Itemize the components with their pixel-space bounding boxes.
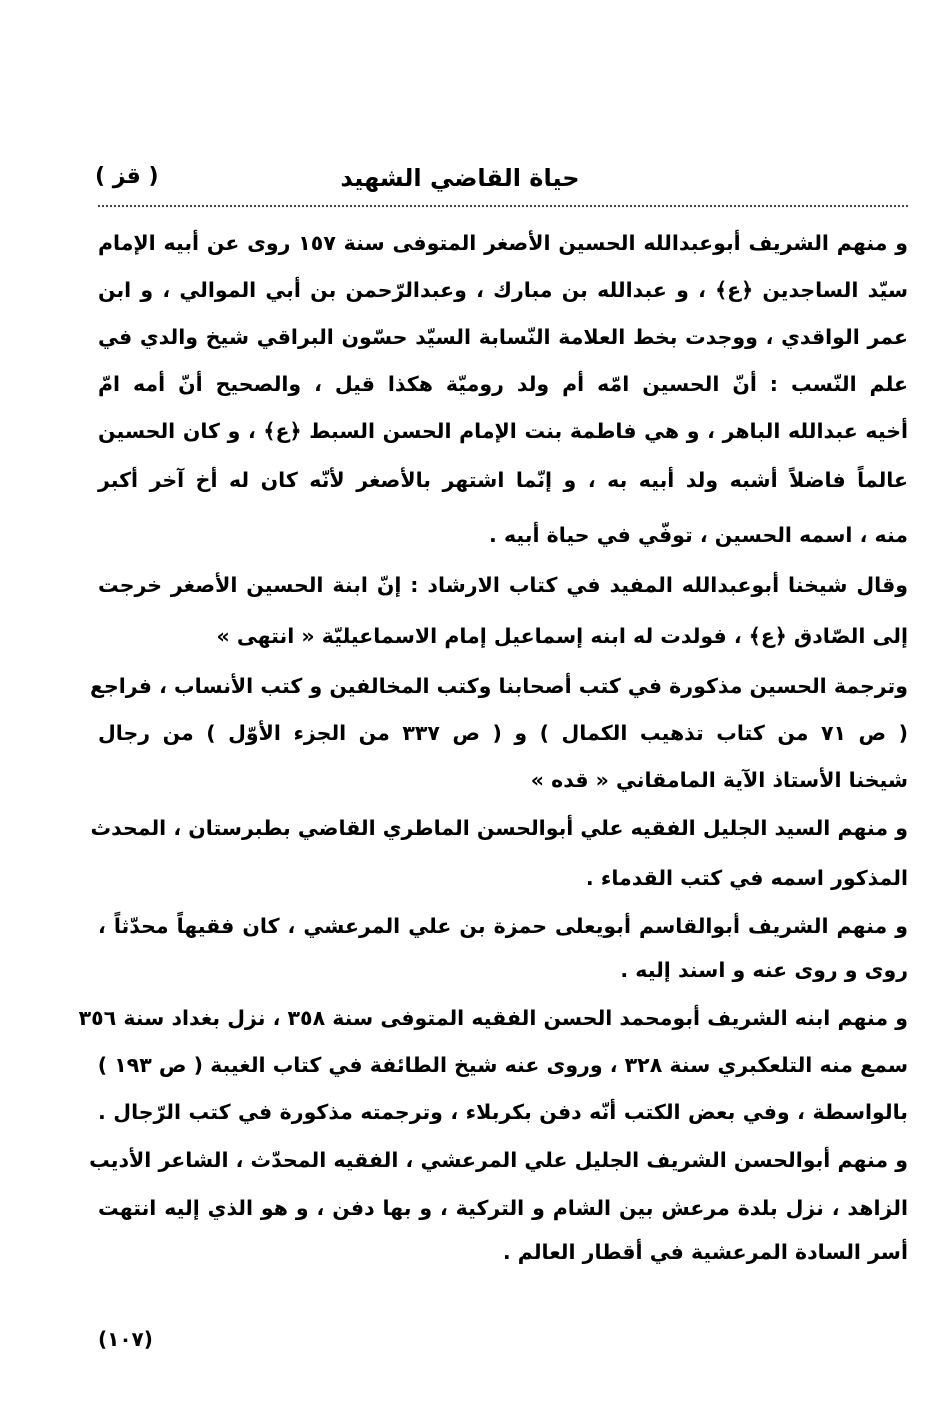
running-header-page-label: ( قز ) <box>95 164 159 189</box>
text-line: سيّد الساجدين ﴿ع﴾ ، و عبدالله بن مبارك ، وعبدالرّحمن بن أبي الموالي ، و ابن <box>98 278 908 302</box>
text-line: بالواسطة ، وفي بعض الكتب أنّه دفن بكربلاء ، وترجمته مذكورة في كتب الرّجال . <box>98 1100 908 1124</box>
text-line: أخيه عبدالله الباهر ، و هي فاطمة بنت الإمام الحسن السبط ﴿ع﴾ ، و كان الحسين <box>98 419 908 443</box>
text-line: عالماً فاضلاً أشبه ولد أبيه به ، و إنّما اشتهر بالأصغر لأنّه كان له أخ آخر أكبر <box>98 468 908 492</box>
text-line: عمر الواقدي ، ووجدت بخط العلامة النّسابة السيّد حسّون البراقي شيخ والدي في <box>98 325 908 349</box>
text-line: المذكور اسمه في كتب القدماء . <box>585 866 908 890</box>
text-line: أسر السادة المرعشية في أقطار العالم . <box>502 1240 908 1264</box>
text-line: و منهم السيد الجليل الفقيه علي أبوالحسن الماطري القاضي بطبرستان ، المحدث <box>90 816 908 840</box>
text-line: سمع منه التلعكبري سنة ٣٢٨ ، وروى عنه شيخ الطائفة في كتاب الغيبة ( ص ١٩٣ ) <box>97 1053 908 1077</box>
text-line: و منهم الشريف أبوعبدالله الحسين الأصغر المتوفى سنة ١٥٧ روى عن أبيه الإمام <box>98 231 908 255</box>
text-line: علم النّسب : أنّ الحسين امّه أم ولد روميّة هكذا قيل ، والصحيح أنّ أمه امّ <box>98 372 908 396</box>
text-line: منه ، اسمه الحسين ، توفّي في حياة أبيه . <box>489 523 908 547</box>
page-number-footer: (١٠٧) <box>98 1327 153 1351</box>
header-dotted-rule <box>98 205 908 207</box>
text-line: و منهم ابنه الشريف أبومحمد الحسن الفقيه المتوفى سنة ٣٥٨ ، نزل بغداد سنة ٣٥٦ <box>78 1006 908 1030</box>
text-line: ( ص ٧١ من كتاب تذهيب الكمال ) و ( ص ٣٣٧ من الجزء الأوّل ) من رجال <box>98 721 908 745</box>
text-line: وترجمة الحسين مذكورة في كتب أصحابنا وكتب المخالفين و كتب الأنساب ، فراجع <box>90 674 908 698</box>
text-line: روى و روى عنه و اسند إليه . <box>620 958 908 982</box>
text-line: وقال شيخنا أبوعبدالله المفيد في كتاب الارشاد : إنّ ابنة الحسين الأصغر خرجت <box>98 573 908 597</box>
text-line: الزاهد ، نزل بلدة مرعش بين الشام و التركية ، و بها دفن ، و هو الذي إليه انتهت <box>98 1196 908 1220</box>
text-line: و منهم أبوالحسن الشريف الجليل علي المرعشي ، الفقيه المحدّث ، الشاعر الأديب <box>89 1148 908 1172</box>
running-header-title: حياة القاضي الشهيد <box>340 164 580 192</box>
text-line: شيخنا الأستاذ الآية المامقاني « قده » <box>530 768 908 792</box>
text-line: إلى الصّادق ﴿ع﴾ ، فولدت له ابنه إسماعيل إمام الاسماعيليّة « انتهى » <box>216 624 908 648</box>
text-line: و منهم الشريف أبوالقاسم أبويعلى حمزة بن علي المرعشي ، كان فقيهاً محدّثاً ، <box>98 914 908 938</box>
